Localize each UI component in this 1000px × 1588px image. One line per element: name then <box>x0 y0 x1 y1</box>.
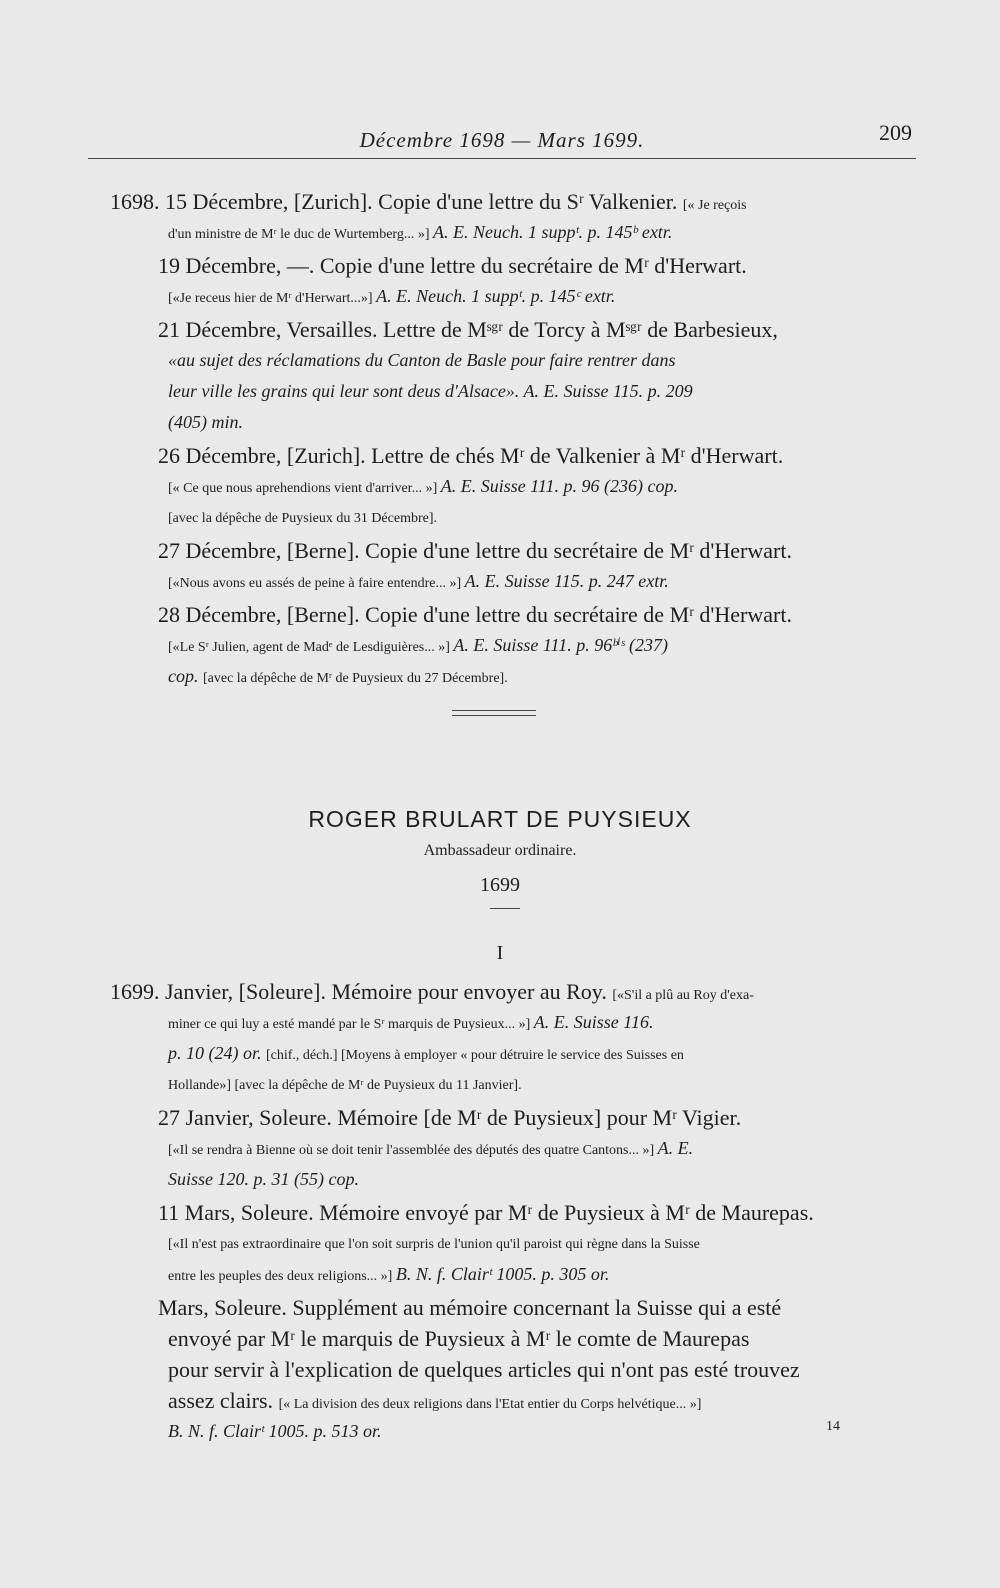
entry-line <box>110 186 916 217</box>
entry-line <box>110 345 916 376</box>
entry <box>110 440 916 533</box>
quoted-excerpt: d'un ministre de Mʳ le duc de Wurtemberg... »] <box>168 227 433 242</box>
running-header <box>88 118 916 159</box>
archive-reference: cop. <box>168 666 203 686</box>
entry <box>110 1102 916 1195</box>
entry-text: Mars, Soleure. Supplément au mémoire concernant la Suisse qui a esté <box>158 1295 782 1320</box>
entry <box>110 535 916 597</box>
entry <box>110 250 916 312</box>
quoted-excerpt: [avec la dépêche de Mʳ de Puysieux du 27 Décembre]. <box>203 671 508 686</box>
entry-line <box>110 407 916 438</box>
quoted-excerpt: miner ce qui luy a esté mandé par le Sʳ marquis de Puysieux... »] <box>168 1017 534 1032</box>
archive-reference: A. E. Suisse 116. <box>533 1012 654 1032</box>
quoted-excerpt: [chif., déch.] [Moyens à employer « pour détruire le service des Suisses en <box>266 1048 684 1063</box>
entry-line <box>110 566 916 597</box>
entry-text: 21 Décembre, Versailles. Lettre de Mˢᵍʳ de Torcy à Mˢᵍʳ de Barbesieux, <box>158 317 778 342</box>
entry-line <box>110 1385 916 1416</box>
entry-line <box>110 976 916 1007</box>
entry-line <box>110 1102 916 1133</box>
archive-reference: (405) min. <box>168 412 243 432</box>
year-rule <box>490 908 520 909</box>
quoted-excerpt: [«Le Sʳ Julien, agent de Madᵉ de Lesdiguières... »] <box>168 640 454 655</box>
entry-line <box>110 1228 916 1259</box>
quoted-excerpt: [«Je receus hier de Mʳ d'Herwart...»] <box>168 291 377 306</box>
entry <box>110 1197 916 1290</box>
quoted-excerpt: [« Je reçois <box>682 198 747 213</box>
entry-line <box>110 471 916 502</box>
entry-text: 1698. 15 Décembre, [Zurich]. Copie d'une lettre du Sʳ Valkenier. <box>110 189 683 214</box>
entry-text: 19 Décembre, —. Copie d'une lettre du secrétaire de Mʳ d'Herwart. <box>158 253 747 278</box>
entry-line <box>110 1164 916 1195</box>
entry-line <box>110 440 916 471</box>
entry-text: 1699. Janvier, [Soleure]. Mémoire pour envoyer au Roy. <box>110 979 613 1004</box>
running-title: Décembre 1698 — Mars 1699. <box>359 128 645 152</box>
entry <box>110 186 916 248</box>
entry-line <box>110 376 916 407</box>
entry-text: pour servir à l'explication de quelques articles qui n'ont pas esté trouvez <box>168 1357 800 1382</box>
entry-line <box>110 1069 916 1100</box>
quoted-excerpt: [avec la dépêche de Puysieux du 31 Décembre]. <box>168 511 437 526</box>
quoted-excerpt: [«Nous avons eu assés de peine à faire entendre... »] <box>168 576 465 591</box>
entry-line <box>110 1259 916 1290</box>
quoted-excerpt: [«Il se rendra à Bienne où se doit tenir l'assemblée des députés des quatre Cantons... »] <box>168 1143 658 1158</box>
archive-reference: B. N. f. Clairᵗ 1005. p. 305 or. <box>395 1264 610 1284</box>
entry-line <box>110 281 916 312</box>
section-title: ROGER BRULART DE PUYSIEUX <box>308 806 692 832</box>
archive-reference: A. E. Neuch. 1 suppᵗ. p. 145ᵇ extr. <box>432 222 673 242</box>
entry-line <box>110 535 916 566</box>
quoted-excerpt: [« Ce que nous aprehendions vient d'arriver... »] <box>168 481 441 496</box>
entry <box>110 976 916 1100</box>
entry-line <box>110 314 916 345</box>
archive-reference: B. N. f. Clairᵗ 1005. p. 513 or. <box>168 1421 382 1441</box>
page-number: 209 <box>879 120 912 145</box>
entries-1699 <box>110 976 916 1449</box>
entry-line <box>110 1354 916 1385</box>
entry-line <box>110 1416 916 1447</box>
entry-line <box>110 1197 916 1228</box>
entry-text: 27 Décembre, [Berne]. Copie d'une lettre du secrétaire de Mʳ d'Herwart. <box>158 538 792 563</box>
entry-text: 26 Décembre, [Zurich]. Lettre de chés Mʳ de Valkenier à Mʳ d'Herwart. <box>158 443 784 468</box>
section-numeral: I <box>496 942 504 964</box>
archive-reference: A. E. Suisse 111. p. 96 (236) cop. <box>440 476 679 496</box>
entry <box>110 314 916 438</box>
entry-line <box>110 1007 916 1038</box>
section-year: 1699 <box>480 874 520 896</box>
entry-line <box>110 1323 916 1354</box>
archive-reference: A. E. Suisse 115. p. 247 extr. <box>464 571 669 591</box>
entry-line <box>110 502 916 533</box>
entry <box>110 599 916 692</box>
section-subtitle: Ambassadeur ordinaire. <box>423 842 577 859</box>
archive-reference: Suisse 120. p. 31 (55) cop. <box>168 1169 359 1189</box>
entry-text: assez clairs. <box>168 1388 279 1413</box>
entry-line <box>110 1038 916 1069</box>
archive-reference: A. E. Neuch. 1 suppᵗ. p. 145ᶜ extr. <box>376 286 616 306</box>
signature-mark: 14 <box>826 1419 840 1434</box>
archive-reference: A. E. Suisse 111. p. 96ᵇⁱˢ (237) <box>453 635 668 655</box>
archive-reference: p. 10 (24) or. <box>168 1043 266 1063</box>
archive-reference: A. E. <box>657 1138 694 1158</box>
entry-line <box>110 250 916 281</box>
double-rule-divider <box>452 710 536 716</box>
entry-line <box>110 630 916 661</box>
entry-line <box>110 661 916 692</box>
entry-text: 11 Mars, Soleure. Mémoire envoyé par Mʳ de Puysieux à Mʳ de Maurepas. <box>158 1200 814 1225</box>
quoted-excerpt: [«Il n'est pas extraordinaire que l'on soit surpris de l'union qu'il paroist qui règne dans la Suisse <box>168 1237 700 1252</box>
quoted-excerpt: Hollande»] [avec la dépêche de Mʳ de Puysieux du 11 Janvier]. <box>168 1078 522 1093</box>
entry-line <box>110 1292 916 1323</box>
archive-reference: leur ville les grains qui leur sont deus d'Alsace». A. E. Suisse 115. p. 209 <box>168 381 693 401</box>
archive-reference: «au sujet des réclamations du Canton de Basle pour faire rentrer dans <box>168 350 676 370</box>
entry-line <box>110 1133 916 1164</box>
entries-1698 <box>110 186 916 694</box>
entry-text: 28 Décembre, [Berne]. Copie d'une lettre du secrétaire de Mʳ d'Herwart. <box>158 602 792 627</box>
entry-line <box>110 599 916 630</box>
entry-text: 27 Janvier, Soleure. Mémoire [de Mʳ de Puysieux] pour Mʳ Vigier. <box>158 1105 742 1130</box>
quoted-excerpt: [« La division des deux religions dans l'Etat entier du Corps helvétique... »] <box>278 1397 702 1412</box>
entry <box>110 1292 916 1447</box>
entry-line <box>110 217 916 248</box>
quoted-excerpt: entre les peuples des deux religions... »] <box>168 1269 396 1284</box>
entry-text: envoyé par Mʳ le marquis de Puysieux à Mʳ le comte de Maurepas <box>168 1326 750 1351</box>
quoted-excerpt: [«S'il a plû au Roy d'exa- <box>612 988 754 1003</box>
